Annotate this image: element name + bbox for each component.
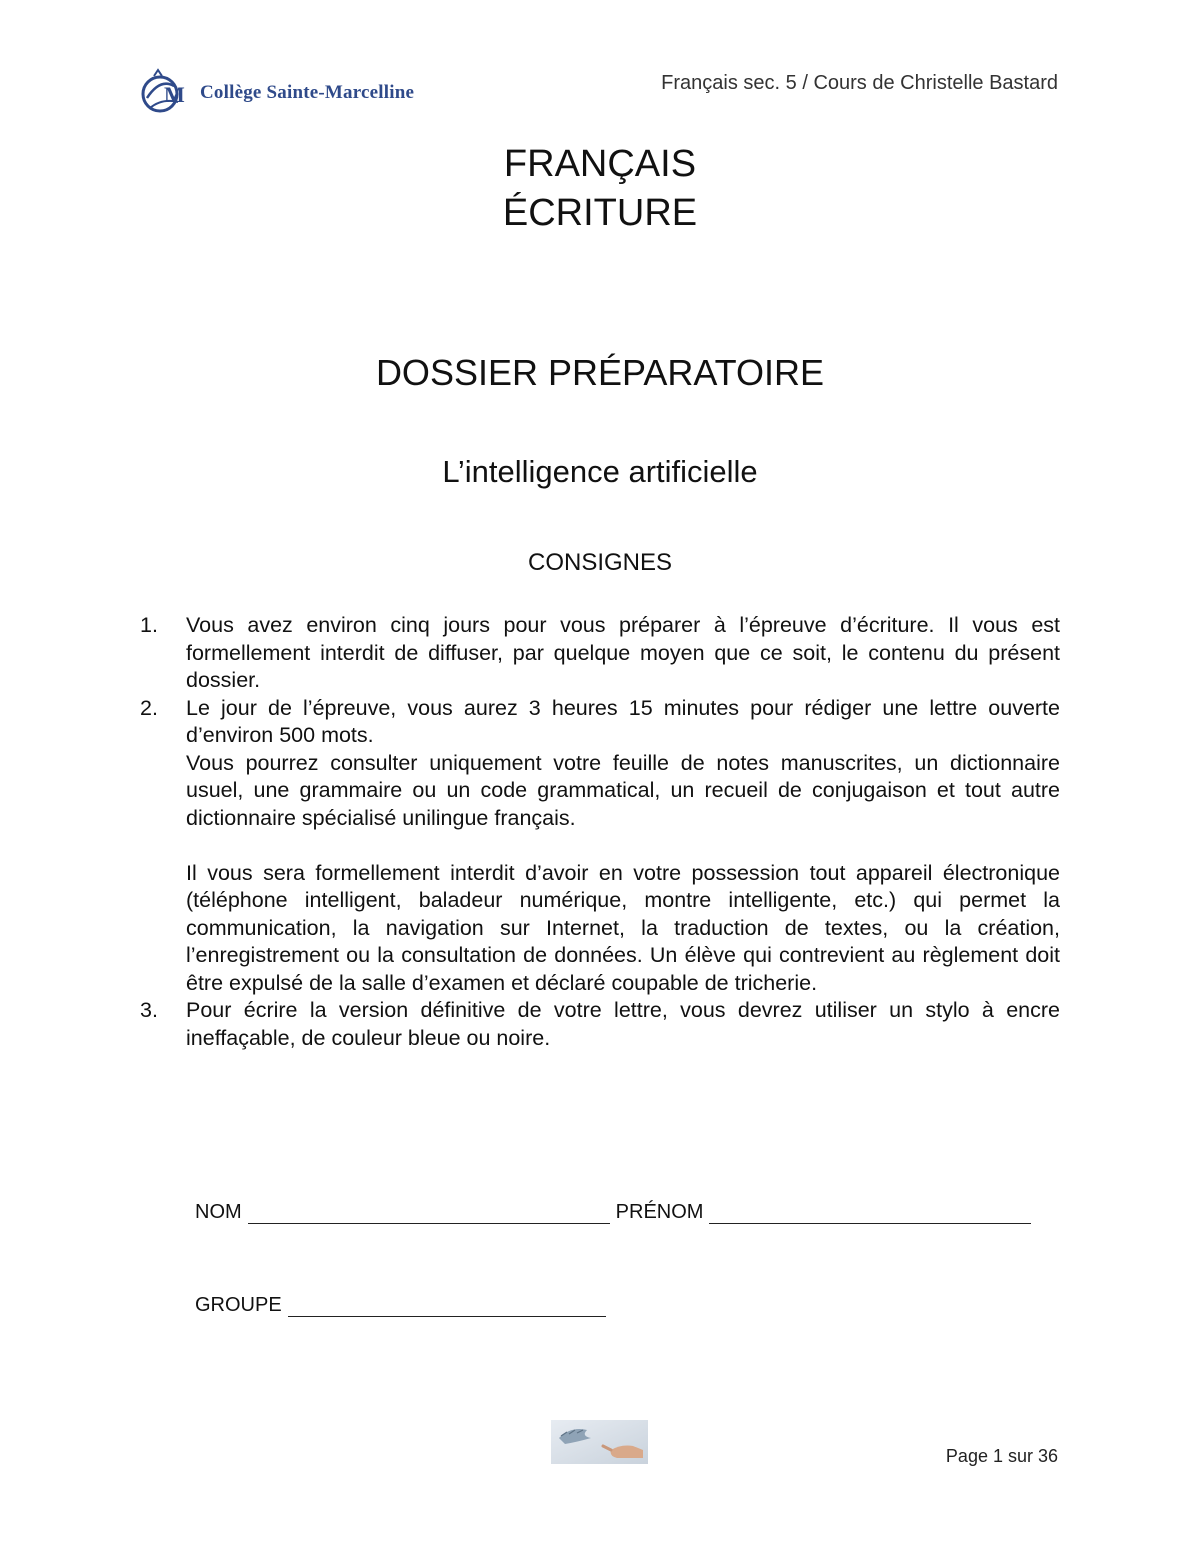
instruction-text: Vous avez environ cinq jours pour vous préparer à l’épreuve d’écriture. Il vous est formellement interdit de diffuser, par quelque moyen que ce soit, le contenu du présent dossier.: [186, 613, 1060, 692]
prenom-label: PRÉNOM: [615, 1201, 704, 1223]
instruction-item: [140, 612, 1060, 695]
instruction-subtext: Vous pourrez consulter uniquement votre feuille de notes manuscrites, un dictionnaire usuel, une grammaire ou un code grammatical, un recueil de conjugaison et tout autre dictionnaire spécialisé unilingue français.: [186, 750, 1060, 830]
instruction-item: [140, 695, 1060, 998]
instruction-number: 2.: [140, 695, 158, 720]
title-ecriture: ÉCRITURE: [502, 192, 698, 234]
page-number: Page 1 sur 36: [945, 1446, 1058, 1466]
groupe-label: GROUPE: [195, 1294, 282, 1316]
college-logo: [138, 68, 414, 118]
prenom-field[interactable]: [709, 1203, 1031, 1224]
title-francais: FRANÇAIS: [503, 143, 697, 185]
nom-field[interactable]: [248, 1203, 610, 1224]
instruction-text: Pour écrire la version définitive de votre lettre, vous devrez utiliser un stylo à encre ineffaçable, de couleur bleue ou noire.: [186, 998, 1060, 1050]
college-name: Collège Sainte-Marcelline: [200, 82, 415, 103]
nom-label: NOM: [195, 1201, 242, 1223]
instruction-number: 3.: [140, 998, 158, 1022]
college-crest-icon: [138, 68, 190, 118]
name-fields-row: [195, 1201, 1037, 1224]
hand-reaching-image: [551, 1420, 648, 1464]
instruction-text: Le jour de l’épreuve, vous aurez 3 heures 15 minutes pour rédiger une lettre ouverte d’environ 500 mots.: [186, 695, 1060, 747]
svg-text:M: M: [164, 82, 185, 107]
group-field-row: [195, 1294, 612, 1317]
title-dossier: DOSSIER PRÉPARATOIRE: [375, 352, 825, 393]
instruction-subtext: Il vous sera formellement interdit d’avoir en votre possession tout appareil électronique (téléphone intelligent, baladeur numérique, montre intelligente, etc.) qui permet la communication, la navigation sur Internet, la traduction de textes, ou la création, l’enregistrement ou la consultation de données. Un élève qui contrevient au règlement doit être expulsé de la salle d’examen et déclaré coupable de tricherie.: [186, 860, 1060, 995]
instruction-number: 1.: [140, 613, 158, 637]
course-header: Français sec. 5 / Cours de Christelle Bastard: [661, 72, 1058, 94]
consignes-heading: CONSIGNES: [527, 549, 673, 576]
instructions-list: [140, 612, 1060, 1052]
dossier-subtitle: L’intelligence artificielle: [442, 454, 758, 489]
instruction-item: [140, 997, 1060, 1052]
groupe-field[interactable]: [288, 1296, 606, 1317]
